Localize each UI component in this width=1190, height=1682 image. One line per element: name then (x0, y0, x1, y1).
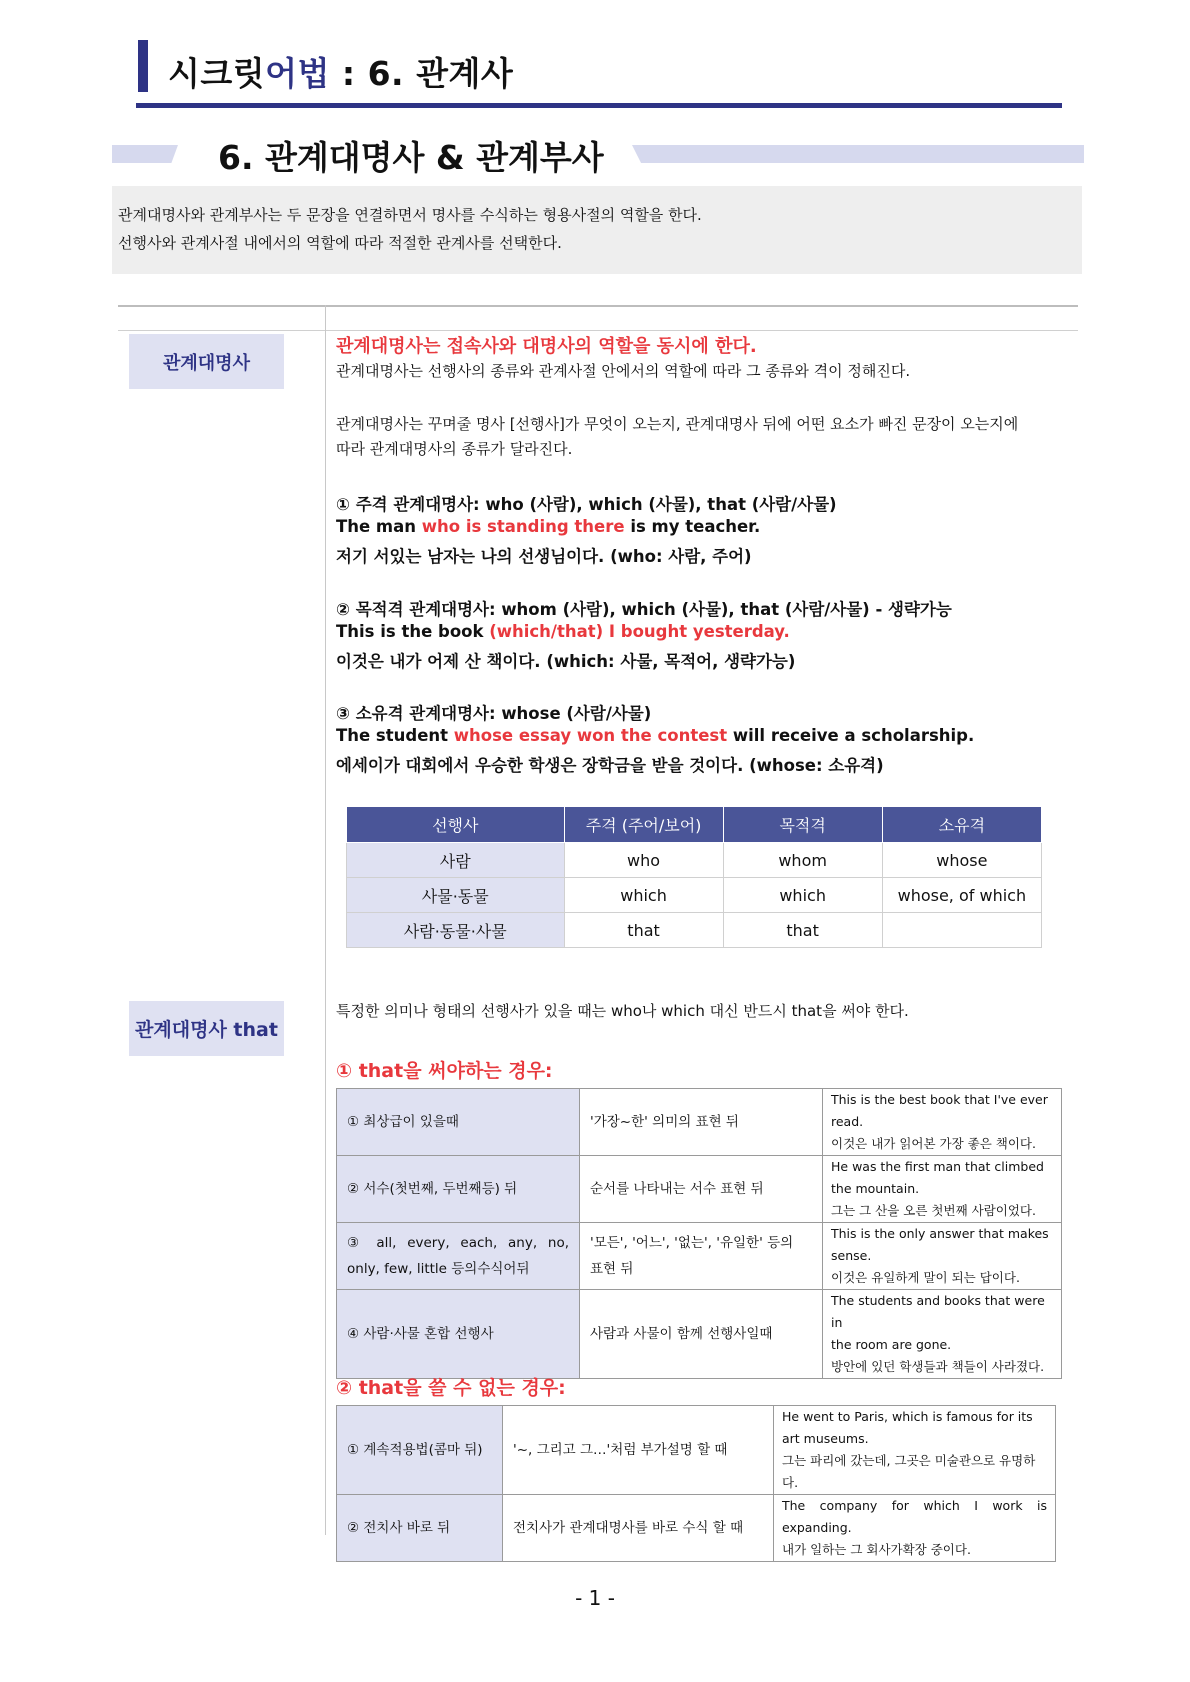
column-divider (325, 305, 326, 1535)
table-row (337, 1406, 1056, 1495)
must-use-that-heading: ① that을 써야하는 경우: (336, 1060, 553, 1082)
cannot-use-that-table (336, 1405, 1056, 1562)
example-translation: 이것은 내가 어제 산 책이다. (which: 사물, 목적어, 생략가능) (336, 652, 796, 671)
table-cell: whom (723, 843, 882, 878)
table-row (337, 1156, 1062, 1223)
example-sentence: This is the book (which/that) I bought yesterday. (336, 622, 790, 641)
block2-intro: 특정한 의미나 형태의 선행사가 있을 때는 who나 which 대신 반드시 that을 써야 한다. (336, 1002, 909, 1020)
page-header-title: 시크릿어법 : 6. 관계사 (168, 54, 514, 93)
table-cell: which (723, 878, 882, 913)
desc-cell: '가장~한' 의미의 표현 뒤 (580, 1089, 823, 1156)
case-cell: ① 최상급이 있을때 (337, 1089, 580, 1156)
side-label-rel-pronoun-that: 관계대명사 that (129, 1001, 284, 1056)
table-cell: that (564, 913, 723, 948)
example-cell: He was the first man that climbed the mountain. 그는 그 산을 오른 첫번째 사람이었다. (823, 1156, 1062, 1223)
header-accent-bar (138, 40, 148, 92)
table-row (347, 843, 1042, 878)
example-heading: ① 주격 관계대명사: who (사람), which (사물), that (사람/사물) (336, 495, 837, 514)
table-header: 선행사 (347, 807, 565, 843)
example-heading: ② 목적격 관계대명사: whom (사람), which (사물), that (사람/사물) - 생략가능 (336, 600, 952, 619)
desc-cell: 전치사가 관계대명사를 바로 수식 할 때 (503, 1495, 774, 1562)
case-cell: ④ 사람·사물 혼합 선행사 (337, 1290, 580, 1379)
block1-line-2: 관계대명사는 꾸며줄 명사 [선행사]가 무엇이 오는지, 관계대명사 뒤에 어떤 요소가 빠진 문장이 오는지에 (336, 415, 1019, 433)
example-cell: This is the best book that I've ever read. 이것은 내가 읽어본 가장 좋은 책이다. (823, 1089, 1062, 1156)
table-cell: 사람·동물·사물 (347, 913, 565, 948)
case-cell: ② 전치사 바로 뒤 (337, 1495, 503, 1562)
example-cell: This is the only answer that makes sense. 이것은 유일하게 말이 되는 답이다. (823, 1223, 1062, 1290)
table-cell: 사물·동물 (347, 878, 565, 913)
section-banner-right (632, 145, 1084, 163)
table-cell: which (564, 878, 723, 913)
section-banner-left (112, 145, 178, 163)
table-header: 주격 (주어/보어) (564, 807, 723, 843)
divider (118, 330, 1078, 331)
block1-line-1: 관계대명사는 선행사의 종류와 관계사절 안에서의 역할에 따라 그 종류와 격이 정해진다. (336, 362, 911, 380)
table-cell: whose (882, 843, 1041, 878)
table-row (337, 1223, 1062, 1290)
relative-pronoun-table (346, 806, 1042, 948)
table-cell: who (564, 843, 723, 878)
case-cell: ② 서수(첫번째, 두번째등) 뒤 (337, 1156, 580, 1223)
divider (118, 305, 1078, 307)
example-cell: The students and books that were in the room are gone. 방안에 있던 학생들과 책들이 사라졌다. (823, 1290, 1062, 1379)
intro-line-2: 선행사와 관계사절 내에서의 역할에 따라 적절한 관계사를 선택한다. (118, 234, 562, 252)
table-row (347, 913, 1042, 948)
example-sentence: The man who is standing there is my teacher. (336, 517, 761, 536)
example-cell: The company for which I work is expanding. 내가 일하는 그 회사가확장 중이다. (774, 1495, 1056, 1562)
intro-line-1: 관계대명사와 관계부사는 두 문장을 연결하면서 명사를 수식하는 형용사절의 역할을 한다. (118, 206, 702, 224)
table-row (337, 1495, 1056, 1562)
desc-cell: '~, 그리고 그…'처럼 부가설명 할 때 (503, 1406, 774, 1495)
page-number: - 1 - (575, 1586, 615, 1610)
case-cell: ① 계속적용법(콤마 뒤) (337, 1406, 503, 1495)
desc-cell: 순서를 나타내는 서수 표현 뒤 (580, 1156, 823, 1223)
block1-headline: 관계대명사는 접속사와 대명사의 역할을 동시에 한다. (336, 336, 757, 357)
example-sentence: The student whose essay won the contest will receive a scholarship. (336, 726, 975, 745)
table-cell: 사람 (347, 843, 565, 878)
table-cell: whose, of which (882, 878, 1041, 913)
desc-cell: '모든', '어느', '없는', '유일한' 등의 표현 뒤 (580, 1223, 823, 1290)
table-cell (882, 913, 1041, 948)
intro-box (112, 186, 1082, 274)
desc-cell: 사람과 사물이 함께 선행사일때 (580, 1290, 823, 1379)
must-use-that-table (336, 1088, 1062, 1379)
table-row (347, 878, 1042, 913)
example-cell: He went to Paris, which is famous for its art museums. 그는 파리에 갔는데, 그곳은 미술관으로 유명하다. (774, 1406, 1056, 1495)
table-row (337, 1290, 1062, 1379)
table-header: 소유격 (882, 807, 1041, 843)
example-translation: 에세이가 대회에서 우승한 학생은 장학금을 받을 것이다. (whose: 소유격) (336, 756, 884, 775)
case-cell: ③ all, every, each, any, no, only, few, little 등의수식어뒤 (337, 1223, 580, 1290)
example-translation: 저기 서있는 남자는 나의 선생님이다. (who: 사람, 주어) (336, 547, 752, 566)
block1-line-3: 따라 관계대명사의 종류가 달라진다. (336, 440, 573, 458)
side-label-rel-pronoun: 관계대명사 (129, 334, 284, 389)
example-heading: ③ 소유격 관계대명사: whose (사람/사물) (336, 704, 652, 723)
table-header-row (347, 807, 1042, 843)
header-rule (136, 103, 1062, 108)
table-row (337, 1089, 1062, 1156)
table-cell: that (723, 913, 882, 948)
cannot-use-that-heading: ② that을 쓸 수 없는 경우: (336, 1377, 566, 1399)
section-title: 6. 관계대명사 & 관계부사 (218, 138, 604, 177)
table-header: 목적격 (723, 807, 882, 843)
